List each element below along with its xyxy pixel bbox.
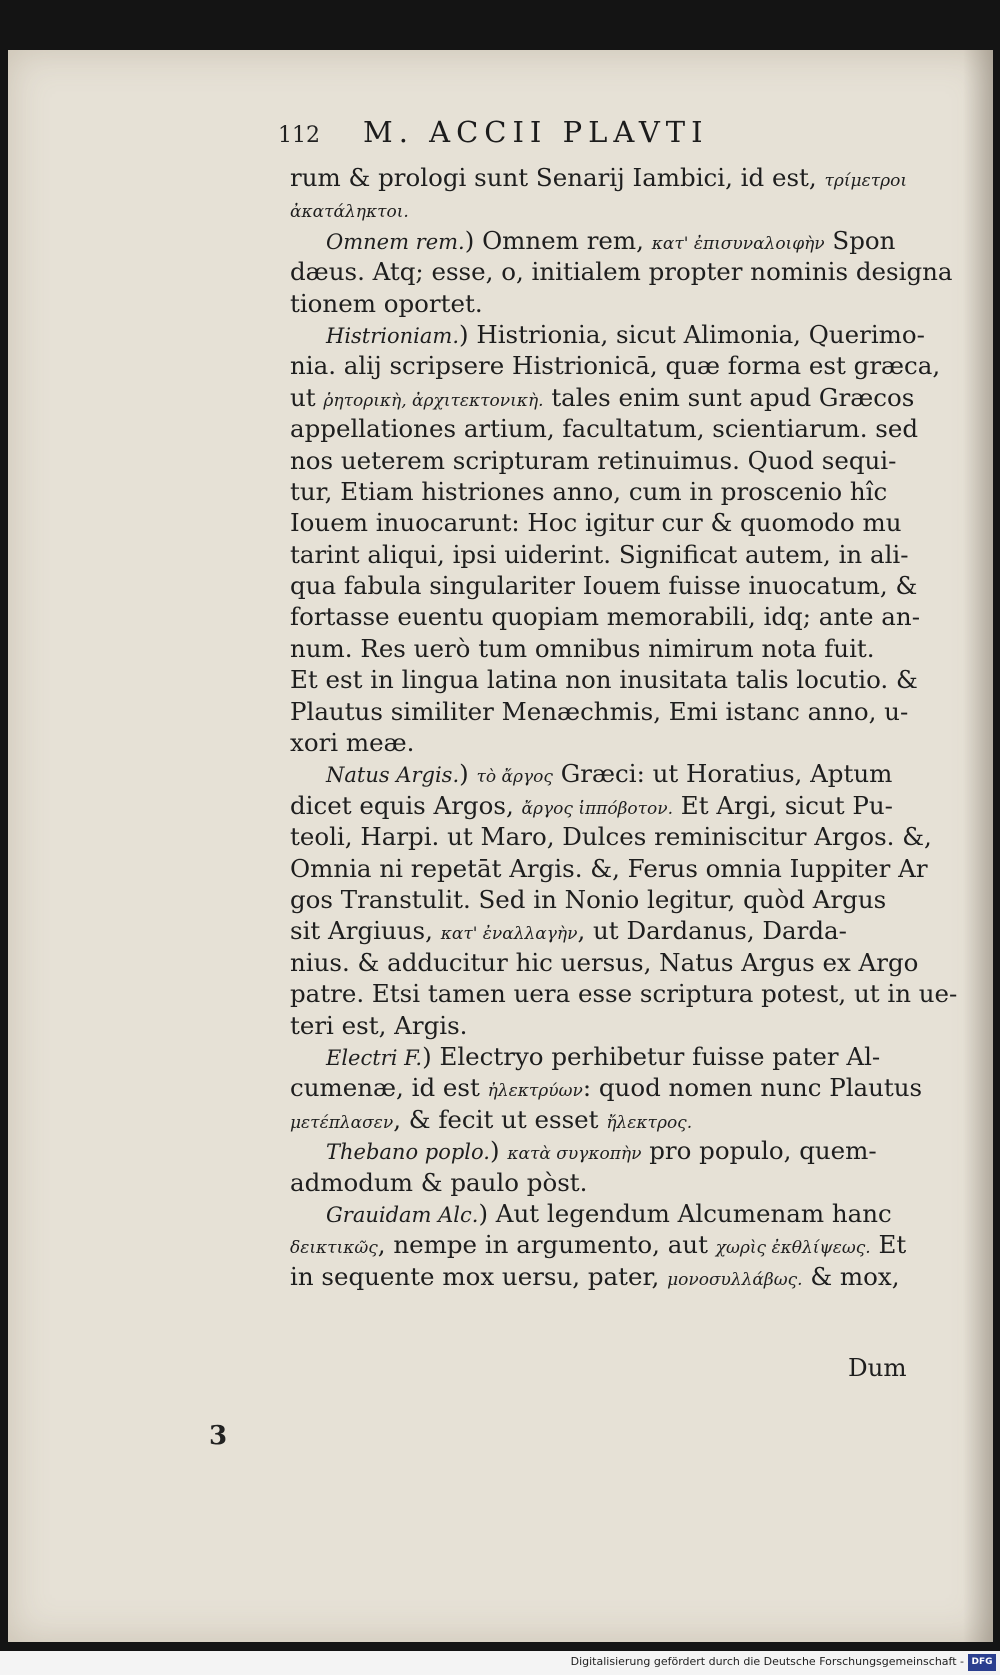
text-line [290, 1010, 910, 1041]
running-title: M. ACCII PLAVTI [363, 115, 709, 149]
latin-text: sit Argiuus, [290, 916, 441, 946]
latin-text: dæus. Atq; esse, o, initialem propter nominis designa [290, 257, 953, 287]
latin-text: ) Omnem rem, [464, 225, 652, 255]
text-line [290, 1198, 910, 1229]
greek-text: ἄργος ἱππόβοτον. [521, 798, 674, 819]
latin-text: rum & prologi sunt Senarij Iambici, id est, [290, 163, 825, 192]
latin-text: in sequente mox uersu, pater, [290, 1261, 668, 1291]
latin-text: Iouem inuocarunt: Hoc igitur cur & quomodo mu [290, 508, 902, 538]
latin-text: tarint aliqui, ipsi uiderint. Significat autem, in ali- [290, 539, 909, 569]
text-line [290, 413, 919, 444]
latin-text: , ut Dardanus, Darda- [577, 916, 847, 946]
latin-text: ) Electryo perhibetur fuisse pater Al- [422, 1041, 881, 1071]
dfg-logo: DFG [968, 1654, 996, 1671]
greek-text: ἠλεκτρύων [487, 1081, 583, 1102]
text-line [290, 915, 910, 946]
text-line [290, 1104, 910, 1135]
lemma: Natus Argis. [326, 763, 460, 788]
latin-text: num. Res uerò tum omnibus nimirum nota fuit. [290, 633, 875, 663]
latin-text: : quod nomen nunc Plautus [582, 1073, 923, 1103]
latin-text: ut [290, 382, 324, 412]
text-line [290, 758, 910, 789]
book-page [8, 50, 993, 1642]
greek-text: ἀκατάληκτοι. [290, 202, 409, 223]
text-line [290, 350, 941, 381]
text-line [290, 507, 910, 538]
text-line [290, 476, 910, 507]
text-line [290, 288, 910, 319]
greek-text: τρίμετροι [824, 171, 908, 191]
latin-text: Et est in lingua latina non inusitata talis locutio. & [290, 665, 918, 695]
commentary-text [290, 162, 958, 1292]
latin-text: teoli, Harpi. ut Maro, Dulces reminiscitur Argos. &, [290, 822, 932, 852]
text-line [290, 790, 910, 821]
text-line [290, 1135, 910, 1166]
text-line [290, 1229, 910, 1260]
latin-text: tur, Etiam histriones anno, cum in proscenio hîc [290, 476, 888, 506]
latin-text: Spon [824, 225, 896, 255]
text-line [290, 633, 910, 664]
latin-text: , & fecit ut esset [393, 1104, 607, 1134]
latin-text: tales enim sunt apud Græcos [543, 382, 915, 412]
lemma: Thebano poplo. [326, 1140, 490, 1165]
page-number: 112 [278, 123, 320, 148]
latin-text: fortasse euentu quopiam memorabili, idq; ante an- [290, 602, 920, 632]
text-line [290, 256, 953, 287]
greek-text: μονοσυλλάβως. [667, 1269, 803, 1290]
digitization-footer [0, 1651, 1000, 1675]
greek-text: κατὰ συγκοπὴν [507, 1144, 642, 1165]
latin-text: nos ueterem scripturam retinuimus. Quod sequi- [290, 445, 897, 475]
text-line [290, 884, 910, 915]
text-line [290, 162, 910, 193]
latin-text: nius. & adducitur hic uersus, Natus Argus ex Argo [290, 947, 919, 977]
running-head [8, 115, 993, 155]
latin-text: tionem oportet. [290, 288, 483, 318]
greek-text: τὸ ἄργος [476, 767, 553, 788]
text-line [290, 821, 932, 852]
text-line [290, 1041, 910, 1072]
latin-text: xori meæ. [290, 728, 415, 758]
latin-text: Græci: ut Horatius, Aptum [552, 759, 893, 789]
latin-text: patre. Etsi tamen uera esse scriptura potest, ut in ue- [290, 979, 958, 1009]
text-line [290, 382, 915, 413]
latin-text: gos Transtulit. Sed in Nonio legitur, quòd Argus [290, 884, 887, 914]
latin-text: dicet equis Argos, [290, 790, 522, 820]
latin-text: ) Aut legendum Alcumenam hanc [478, 1198, 892, 1228]
latin-text: Plautus similiter Menæchmis, Emi istanc anno, u- [290, 696, 909, 726]
page-edge-shadow [963, 50, 993, 1642]
text-line [290, 445, 910, 476]
latin-text: ) Histrionia, sicut Alimonia, Querimo- [459, 319, 925, 349]
ink-mark: 3 [209, 1421, 228, 1451]
latin-text: teri est, Argis. [290, 1010, 468, 1040]
greek-text: ἤλεκτρος. [606, 1112, 693, 1133]
latin-text: Et [870, 1230, 907, 1260]
text-line [290, 319, 925, 350]
text-line [290, 601, 920, 632]
greek-text: ῥητορικὴ, ἀρχιτεκτονικὴ. [323, 390, 544, 411]
latin-text: , nempe in argumento, aut [377, 1230, 716, 1260]
text-line [290, 1072, 923, 1103]
text-line [290, 978, 958, 1009]
greek-text: χωρὶς ἐκθλίψεως. [715, 1238, 871, 1259]
text-line [290, 947, 919, 978]
latin-text: ) [459, 759, 477, 789]
text-line [290, 570, 918, 601]
lemma: Histrioniam. [326, 323, 459, 348]
text-line [290, 696, 910, 727]
latin-text: nia. alij scripsere Histrionicā, quæ forma est græca, [290, 351, 941, 381]
greek-text: μετέπλασεν [290, 1112, 394, 1133]
text-line [290, 1261, 910, 1292]
latin-text: pro populo, quem- [641, 1136, 877, 1166]
latin-text: admodum & paulo pòst. [290, 1167, 588, 1197]
footer-credit: Digitalisierung gefördert durch die Deutsche Forschungsgemeinschaft - [570, 1655, 964, 1668]
text-line [290, 225, 910, 256]
latin-text: qua fabula singulariter Iouem fuisse inuocatum, & [290, 571, 918, 601]
greek-text: δεικτικῶς [290, 1238, 378, 1259]
text-line [290, 539, 910, 570]
text-line [290, 1167, 910, 1198]
text-line [290, 193, 910, 224]
catchword: Dum [848, 1353, 907, 1382]
greek-text: κατ' ἐπισυναλοιφὴν [651, 233, 825, 254]
lemma: Electri F. [326, 1045, 423, 1070]
lemma: Omnem rem. [326, 229, 465, 254]
text-line [290, 727, 910, 758]
latin-text: & mox, [802, 1261, 900, 1291]
greek-text: κατ' ἐναλλαγὴν [440, 924, 578, 945]
latin-text: cumenæ, id est [290, 1073, 488, 1103]
text-line [290, 853, 928, 884]
latin-text: appellationes artium, facultatum, scientiarum. sed [290, 414, 919, 444]
latin-text: Et Argi, sicut Pu- [673, 790, 893, 820]
lemma: Grauidam Alc. [326, 1202, 479, 1227]
latin-text: ) [489, 1136, 508, 1166]
text-line [290, 664, 918, 695]
latin-text: Omnia ni repetāt Argis. &, Ferus omnia Iuppiter Ar [290, 853, 928, 883]
